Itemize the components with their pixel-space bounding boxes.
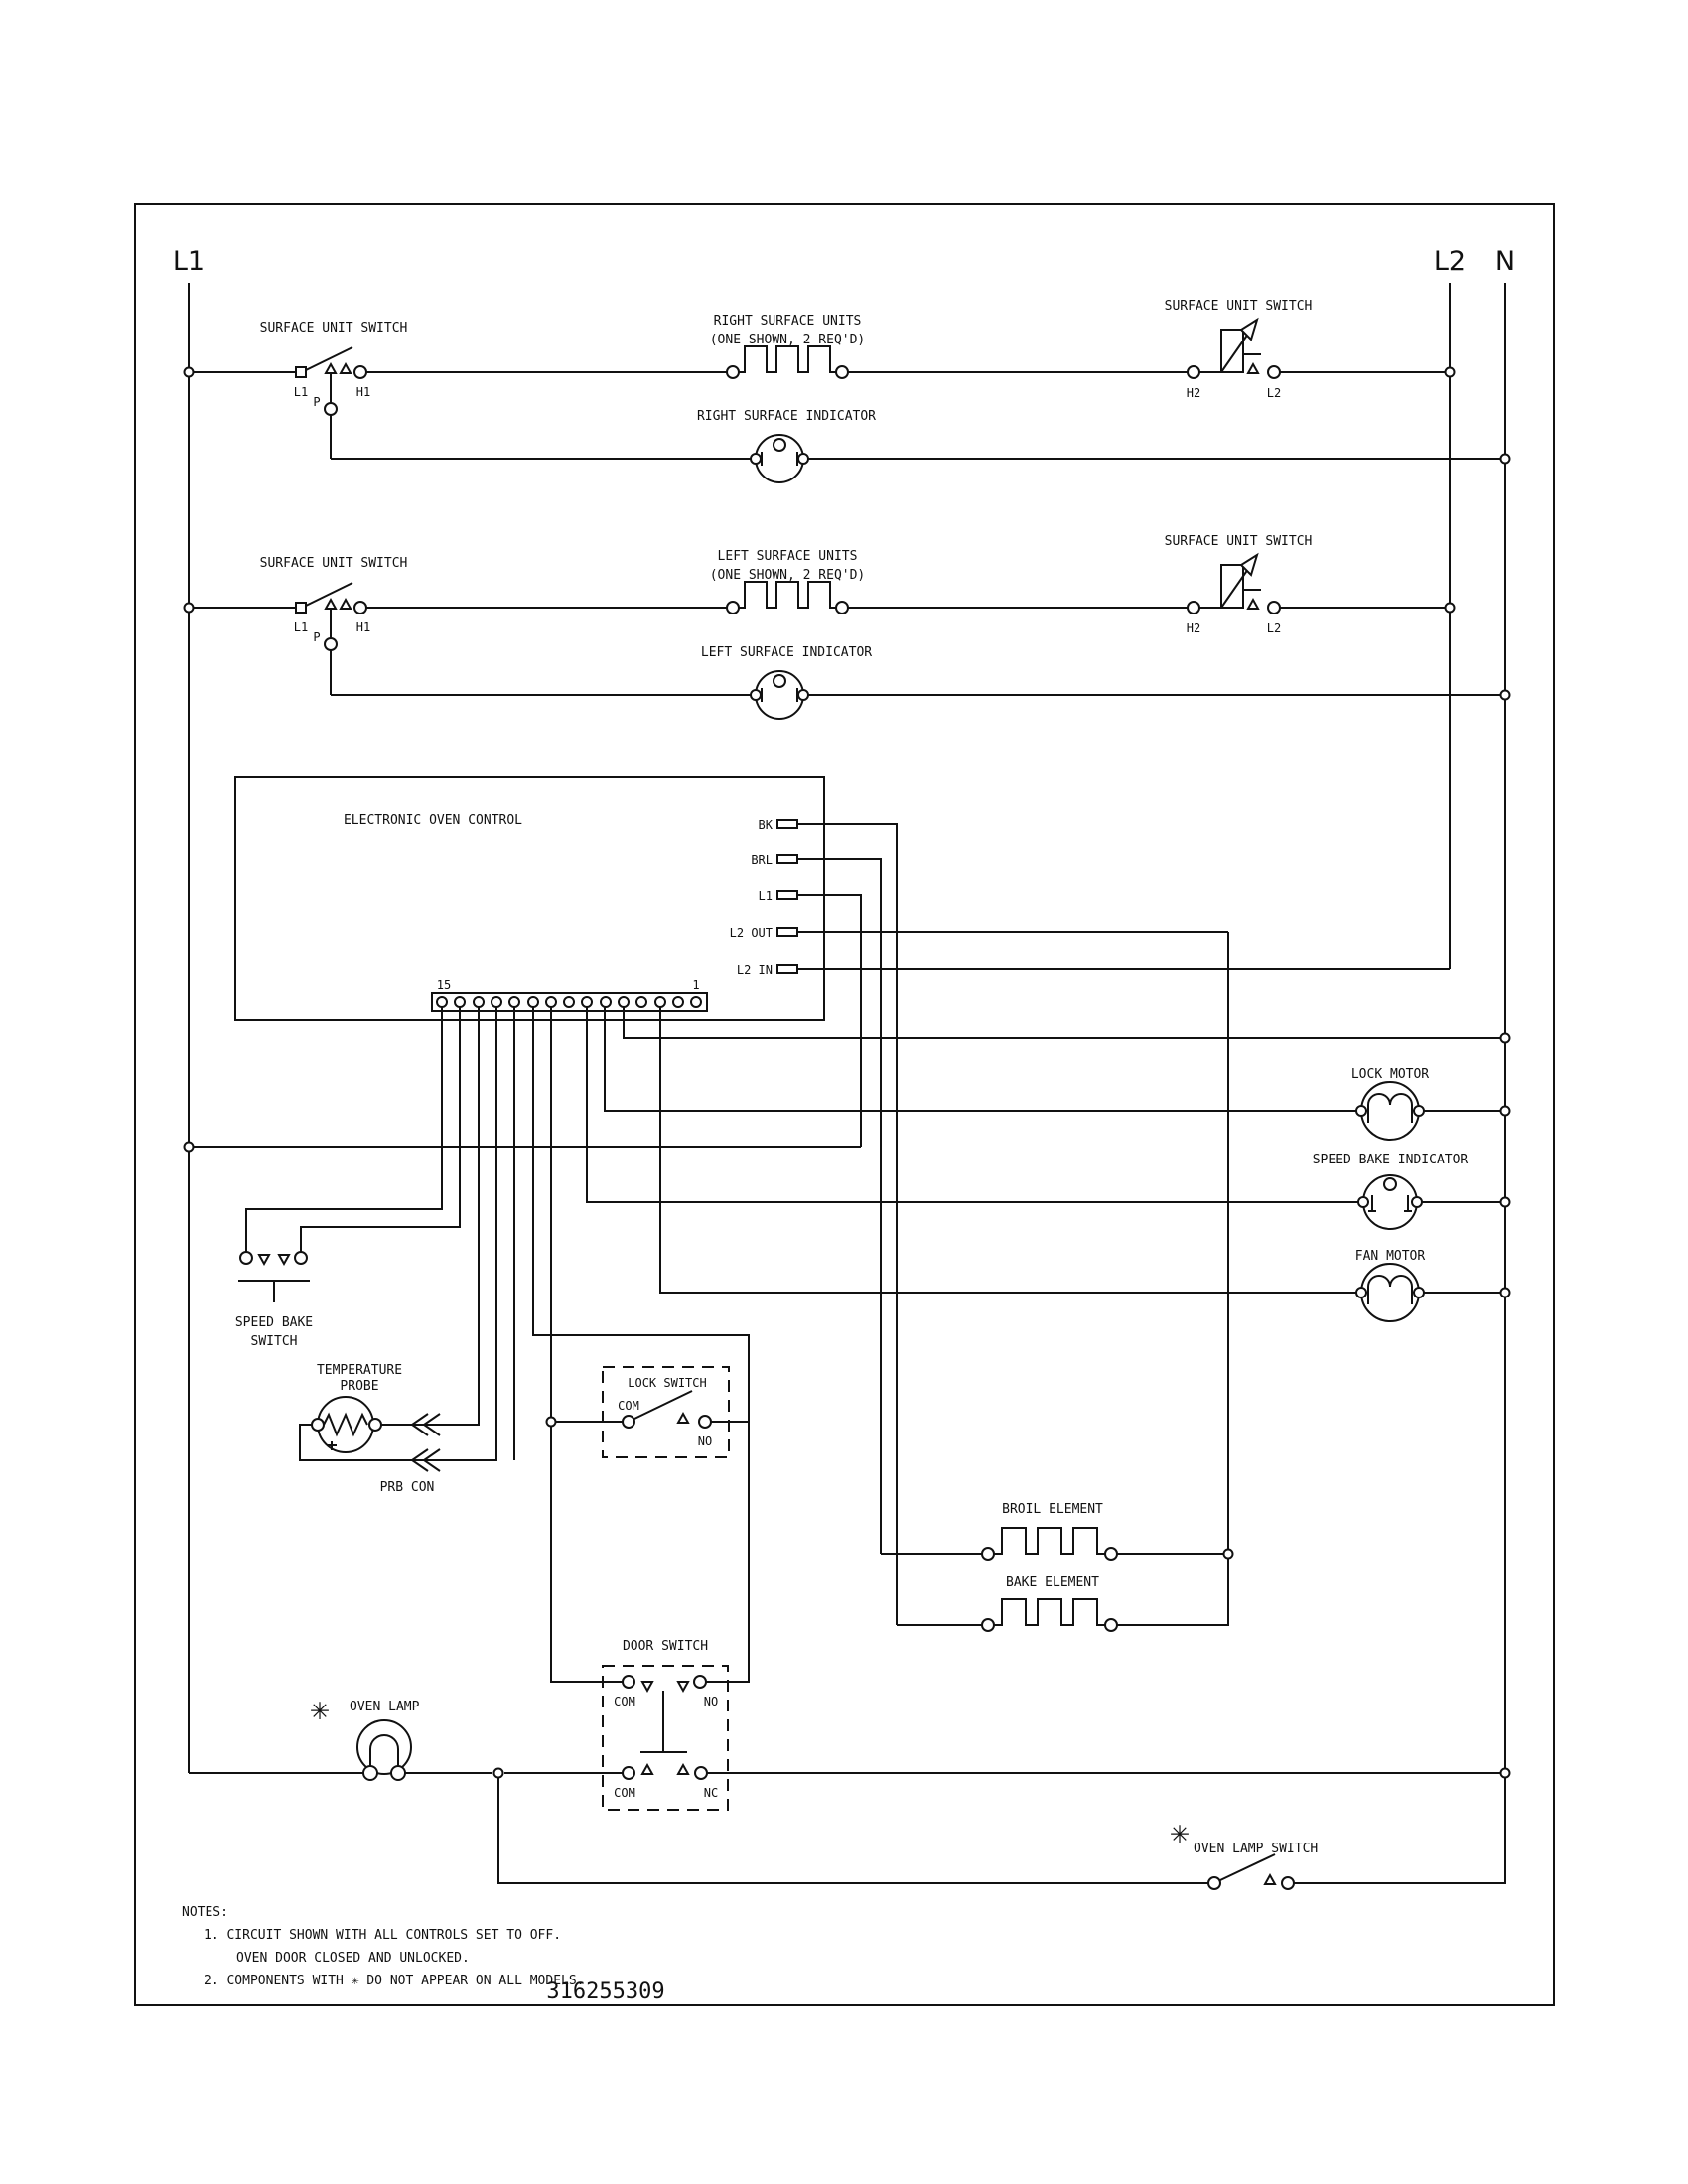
surface-unit-switch-label: SURFACE UNIT SWITCH bbox=[1164, 299, 1313, 314]
lock-switch-no-label: NO bbox=[697, 1434, 713, 1448]
door-switch-label: DOOR SWITCH bbox=[622, 1639, 709, 1654]
speed-bake-switch-label-1: SPEED BAKE bbox=[234, 1315, 314, 1330]
fan-motor-label: FAN MOTOR bbox=[1354, 1249, 1426, 1264]
notes-heading: NOTES: bbox=[182, 1905, 228, 1920]
right-surface-circuit bbox=[189, 299, 1505, 482]
lock-switch-com-label: COM bbox=[618, 1399, 639, 1413]
broil-element-label: BROIL ELEMENT bbox=[1002, 1502, 1103, 1517]
temperature-probe-label-2: PROBE bbox=[340, 1379, 379, 1394]
note-1-line-2: OVEN DOOR CLOSED AND UNLOCKED. bbox=[236, 1951, 470, 1966]
pin-1-label: 1 bbox=[692, 978, 700, 992]
term-p: P bbox=[313, 395, 321, 409]
left-surface-units-label-2: (ONE SHOWN, 2 REQ'D) bbox=[709, 568, 866, 583]
surface-unit-switch-label: SURFACE UNIT SWITCH bbox=[259, 321, 408, 336]
door-switch-nc-label: NC bbox=[703, 1786, 719, 1800]
diagram-border bbox=[135, 204, 1554, 2005]
bus-label-l1: L1 bbox=[172, 246, 206, 277]
wiring bbox=[189, 824, 1505, 1883]
lock-motor-label: LOCK MOTOR bbox=[1350, 1067, 1430, 1082]
term-h2: H2 bbox=[1186, 621, 1201, 635]
part-number: 316255309 bbox=[546, 1979, 665, 2004]
eoc-term-l2-out: L2 OUT bbox=[729, 926, 773, 940]
term-l2: L2 bbox=[1266, 621, 1282, 635]
notes bbox=[182, 1905, 665, 2004]
right-surface-units-label-1: RIGHT SURFACE UNITS bbox=[713, 314, 862, 329]
eoc-term-bk: BK bbox=[758, 818, 773, 832]
oven-lamp-switch-label: OVEN LAMP SWITCH bbox=[1194, 1842, 1319, 1856]
power-buses bbox=[173, 246, 1515, 1883]
prb-con-label: PRB CON bbox=[379, 1480, 435, 1495]
temperature-probe-label-1: TEMPERATURE bbox=[316, 1363, 403, 1378]
bake-element-label: BAKE ELEMENT bbox=[1006, 1575, 1099, 1590]
oven-lamp-switch bbox=[1170, 1813, 1318, 1889]
eoc-term-brl: BRL bbox=[751, 853, 773, 867]
right-surface-units-label-2: (ONE SHOWN, 2 REQ'D) bbox=[709, 333, 866, 347]
door-switch-no-label: NO bbox=[703, 1695, 719, 1708]
term-h1: H1 bbox=[355, 620, 371, 634]
speed-bake-switch bbox=[235, 1252, 313, 1349]
surface-unit-switch-label: SURFACE UNIT SWITCH bbox=[259, 556, 408, 571]
door-switch-com-lower-label: COM bbox=[614, 1786, 635, 1800]
left-surface-units-label-1: LEFT SURFACE UNITS bbox=[717, 549, 858, 564]
right-surface-indicator-label: RIGHT SURFACE INDICATOR bbox=[696, 409, 877, 424]
door-switch bbox=[603, 1639, 728, 1810]
broil-element bbox=[982, 1502, 1117, 1560]
eoc-term-l2-in: L2 IN bbox=[736, 963, 773, 977]
asterisk: ✳ bbox=[1170, 1813, 1190, 1850]
door-switch-com-upper-label: COM bbox=[614, 1695, 635, 1708]
left-surface-circuit bbox=[189, 534, 1505, 719]
left-surface-indicator-label: LEFT SURFACE INDICATOR bbox=[700, 645, 873, 660]
note-2: 2. COMPONENTS WITH ✳ DO NOT APPEAR ON ALL MODELS. bbox=[204, 1974, 585, 1988]
pin-15-label: 15 bbox=[436, 978, 452, 992]
term-h1: H1 bbox=[355, 385, 371, 399]
bus-label-l2: L2 bbox=[1433, 246, 1467, 277]
eoc-label: ELECTRONIC OVEN CONTROL bbox=[343, 813, 523, 828]
oven-lamp-label: OVEN LAMP bbox=[350, 1700, 420, 1714]
term-h2: H2 bbox=[1186, 386, 1201, 400]
term-l2: L2 bbox=[1266, 386, 1282, 400]
lock-switch-label: LOCK SWITCH bbox=[628, 1376, 707, 1390]
eoc-term-l1: L1 bbox=[758, 889, 773, 903]
lock-motor bbox=[1351, 1067, 1429, 1140]
speed-bake-indicator bbox=[1313, 1153, 1469, 1229]
electronic-oven-control bbox=[235, 777, 824, 1020]
lock-switch bbox=[603, 1367, 729, 1457]
surface-unit-switch-label: SURFACE UNIT SWITCH bbox=[1164, 534, 1313, 549]
bus-label-n: N bbox=[1494, 246, 1516, 277]
temperature-probe bbox=[312, 1363, 440, 1495]
connector-pins bbox=[437, 997, 701, 1007]
fan-motor bbox=[1355, 1249, 1426, 1321]
speed-bake-switch-label-2: SWITCH bbox=[250, 1334, 298, 1349]
asterisk: ✳ bbox=[310, 1690, 330, 1727]
term-p: P bbox=[313, 630, 321, 644]
term-l1: L1 bbox=[293, 385, 309, 399]
bake-element bbox=[982, 1575, 1117, 1631]
oven-lamp bbox=[310, 1690, 419, 1780]
term-l1: L1 bbox=[293, 620, 309, 634]
note-1-line-1: 1. CIRCUIT SHOWN WITH ALL CONTROLS SET TO OFF. bbox=[204, 1928, 562, 1943]
speed-bake-indicator-label: SPEED BAKE INDICATOR bbox=[1312, 1153, 1469, 1167]
